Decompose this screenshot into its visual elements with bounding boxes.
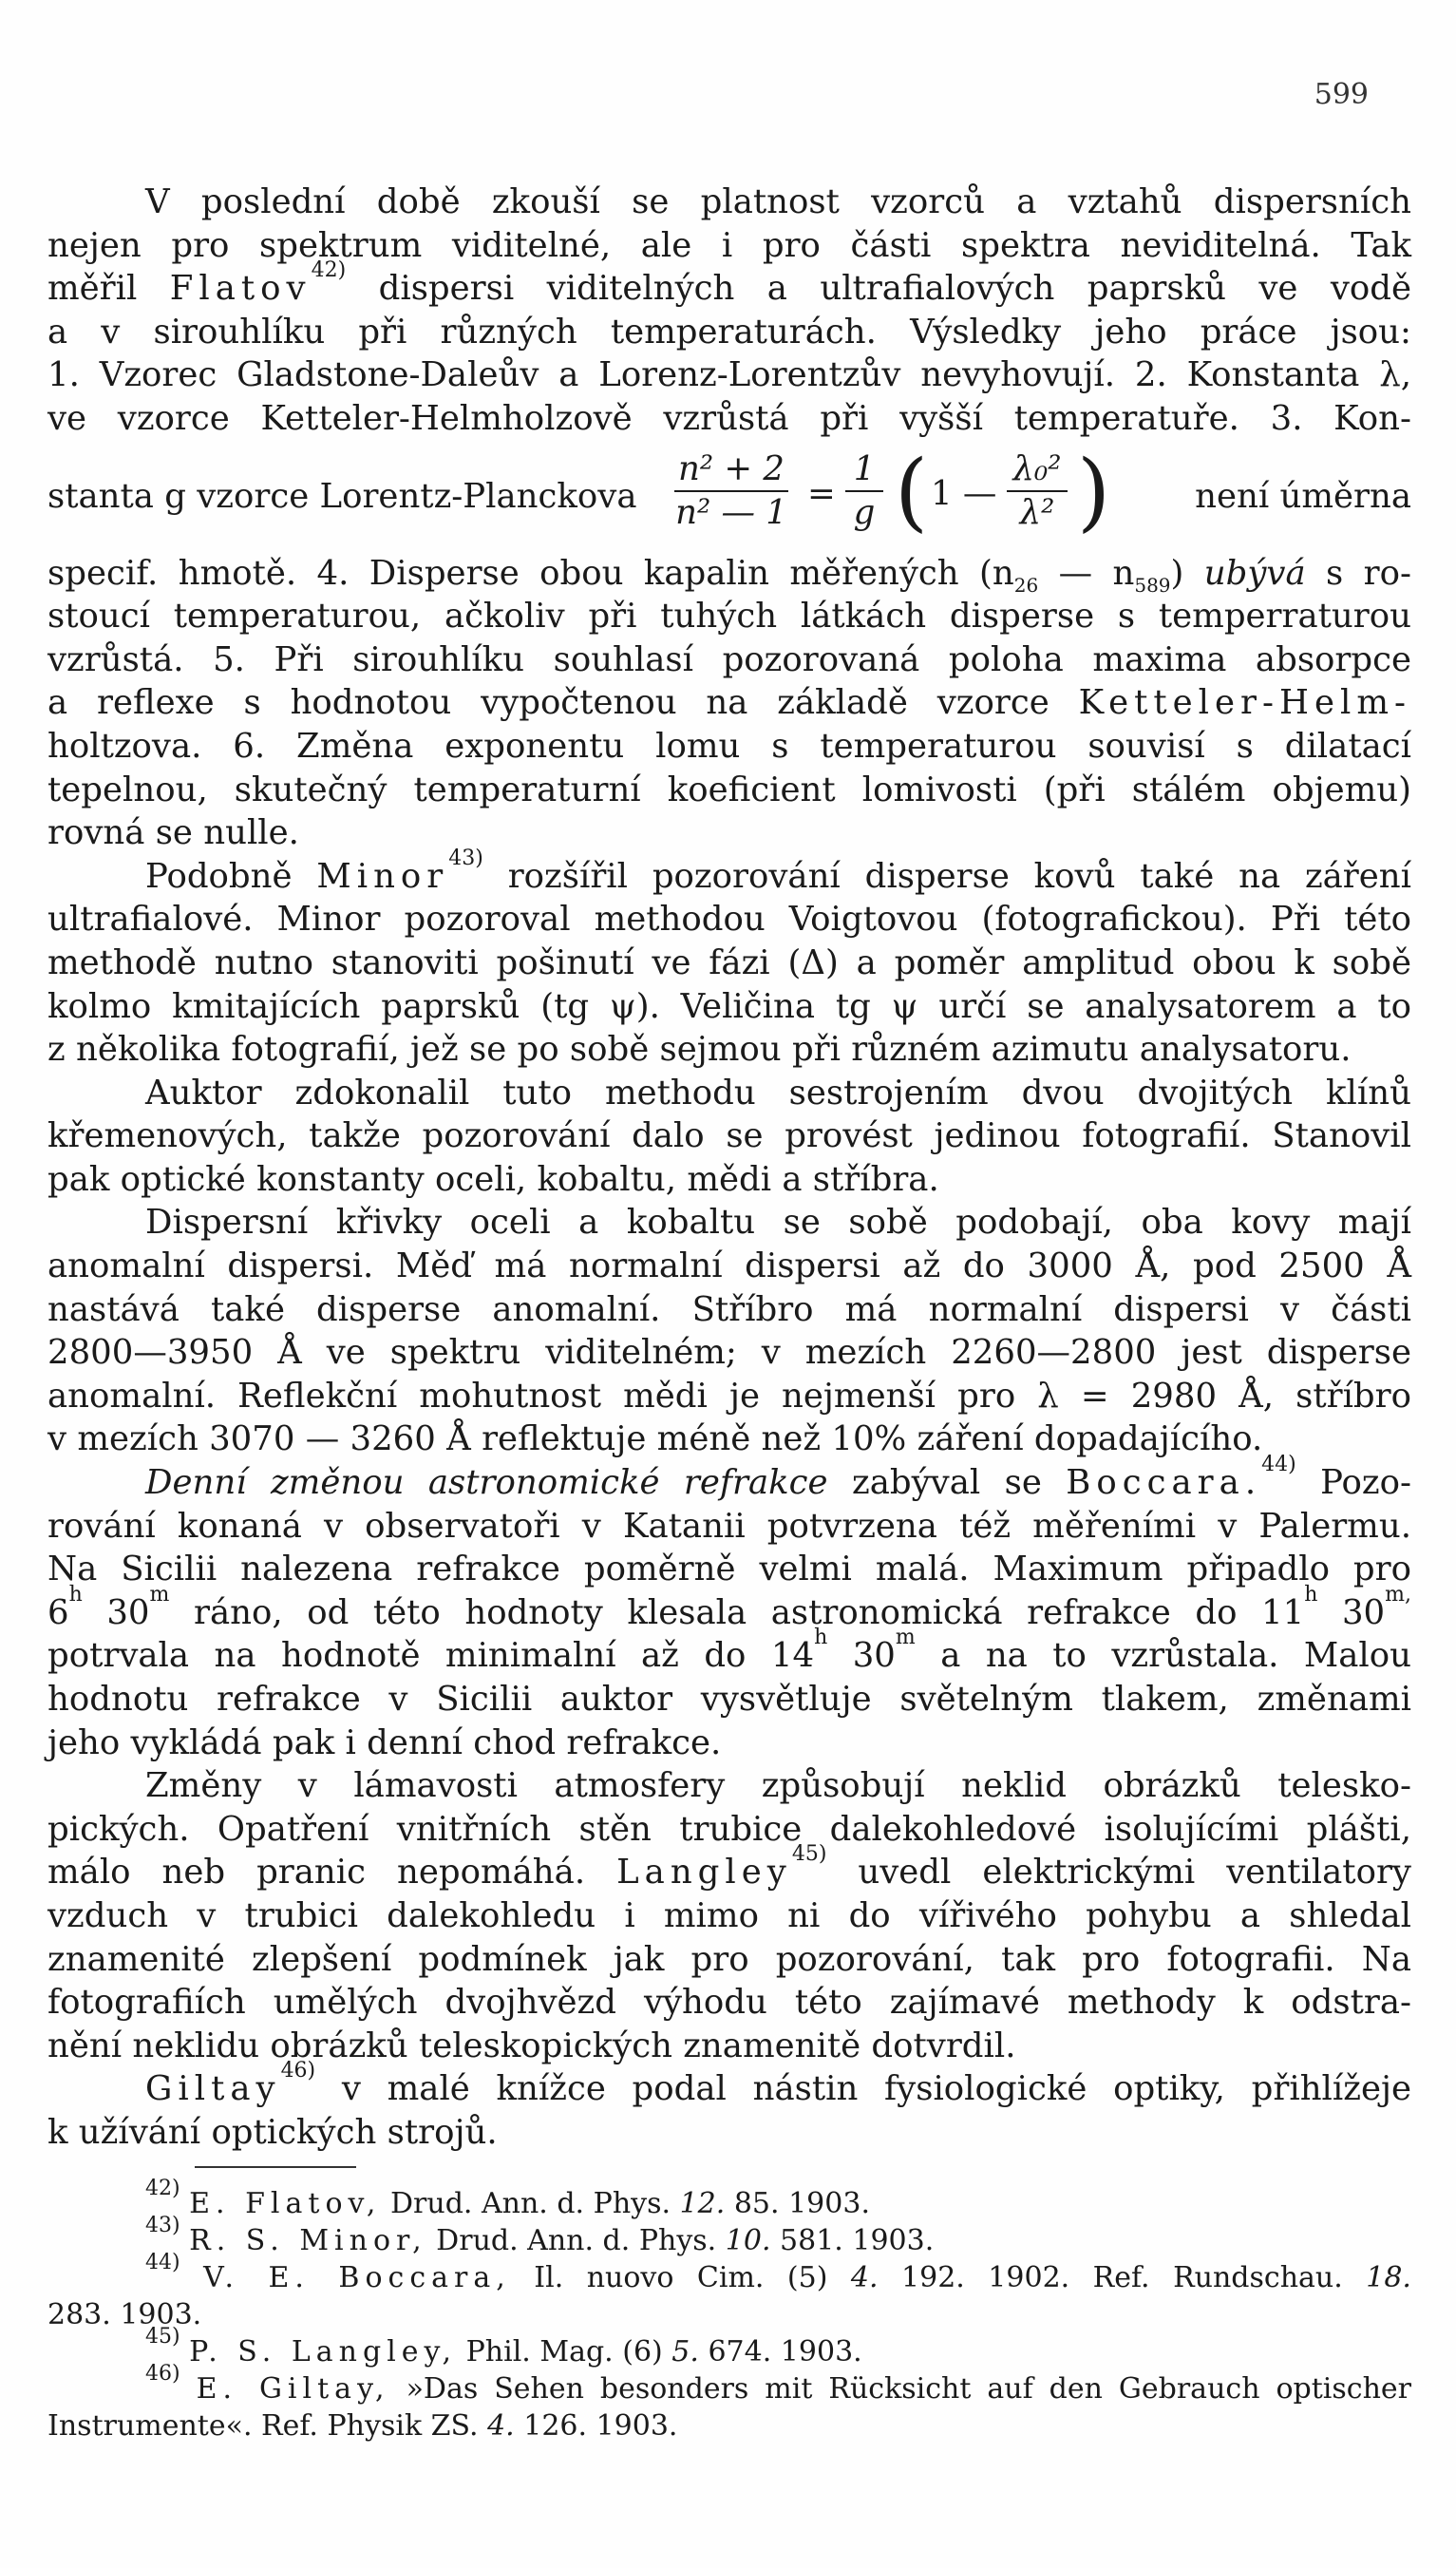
text-fragment: není úměrna — [1195, 476, 1411, 516]
text-line: anomalní. Reflekční mohutnost mědi je nejmenší pro λ = 2980 Å, stříbro — [47, 1376, 1411, 1416]
text-line: 6$^h$ 30$^m$ ráno, od této hodnoty klesala astronomická refrakce do 11$^h$ $30^{m,}$ — [47, 1582, 1412, 1632]
text-line: V poslední době zkouší se platnost vzorců a vztahů dispersních — [145, 182, 1411, 221]
formula-line — [47, 441, 1411, 552]
body-text — [47, 181, 1411, 2155]
text-line: ve vzorce Ketteler-Helmholzově vzrůstá při vyšší temperatuře. 3. Kon- — [47, 398, 1411, 438]
footnote: $^{45)}$ P. S. Langley, Phil. Mag. (6) 5. 674. 1903. — [145, 2325, 862, 2368]
text-line: Denní změnou astronomické refrakce zabýval se Boccara.$^{44)}$ Pozo- — [145, 1453, 1412, 1503]
footnote: $^{46)}$ E. Giltay, »Das Sehen besonders mit Rücksicht auf den Gebrauch optischer — [145, 2362, 1412, 2406]
text-line: v mezích 3070 — 3260 Å reflektuje méně než 10% záření dopadajícího. — [47, 1419, 1263, 1459]
text-line: Změny v lámavosti atmosfery způsobují neklid obrázků telesko- — [145, 1766, 1411, 1806]
text-line: nejen pro spektrum viditelné, ale i pro části spektra neviditelná. Tak — [47, 225, 1411, 265]
text-line: ultrafialové. Minor pozoroval methodou Voigtovou (fotografickou). Při této — [47, 900, 1411, 940]
page-number: 599 — [1314, 78, 1369, 111]
text-line: a v sirouhlíku při různých temperaturách. Výsledky jeho práce jsou: — [47, 312, 1411, 352]
text-line: kolmo kmitajících paprsků (tg ψ). Veličina tg ψ určí se analysatorem a to — [47, 986, 1411, 1026]
text-line: Giltay$^{46)}$ v malé knížce podal nástin fysiologické optiky, přihlížeje — [145, 2059, 1411, 2109]
text-line: vzduch v trubici dalekohledu i mimo ni do vířivého pohybu a shledal — [47, 1895, 1411, 1935]
text-line: potrvala na hodnotě minimalní až do 14$^h$ 30$^m$ a na to vzrůstala. Malou — [47, 1626, 1411, 1676]
footnote-divider — [195, 2166, 356, 2168]
text-line: vzrůstá. 5. Při sirouhlíku souhlasí pozorovaná poloha maxima absorpce — [47, 639, 1411, 679]
text-line: Podobně Minor$^{43)}$ rozšířil pozorování disperse kovů také na záření — [145, 846, 1412, 896]
text-line: 2800—3950 Å ve spektru viditelném; v mezích 2260—2800 jest disperse — [47, 1333, 1411, 1373]
text-line: měřil Flatov$^{42)}$ dispersi viditelných a ultrafialových paprsků ve vodě — [47, 258, 1411, 309]
footnote: $^{44)}$ V. E. Boccara, Il. nuovo Cim. (5) 4. 192. 1902. Ref. Rundschau. 18. — [145, 2251, 1411, 2294]
text-line: stoucí temperaturou, ačkoliv při tuhých látkách disperse s temperraturou — [47, 597, 1411, 637]
text-line: jeho vykládá pak i denní chod refrakce. — [47, 1722, 722, 1762]
fraction: $\frac{\text{λ₀²}}{\text{λ²}}$ — [1007, 448, 1068, 534]
text-line: a reflexe s hodnotou vypočtenou na základě vzorce Ketteler-Helm- — [47, 683, 1411, 723]
text-line: methodě nutno stanoviti pošinutí ve fázi (Δ) a poměr amplitud obou k sobě — [47, 942, 1411, 982]
text-line: znamenité zlepšení podmínek jak pro pozorování, tak pro fotografii. Na — [47, 1939, 1411, 1979]
text-line: anomalní dispersi. Měď má normalní dispersi až do 3000 Å, pod 2500 Å — [47, 1246, 1411, 1286]
footnote-continuation: Instrumente«. Ref. Physik ZS. 4. 126. 1903. — [47, 2409, 678, 2443]
footnote: $^{42)}$ E. Flatov, Drud. Ann. d. Phys. 12. 85. 1903. — [145, 2177, 870, 2220]
text-line: rovná se nulle. — [47, 813, 299, 853]
text-line: Na Sicilii nalezena refrakce poměrně velmi malá. Maximum připadlo pro — [47, 1550, 1411, 1589]
text-line: holtzova. 6. Změna exponentu lomu s temperaturou souvisí s dilatací — [47, 726, 1411, 766]
text-line: specif. hmotě. 4. Disperse obou kapalin měřených ($n_{26}$ — $n_{589}$) ubývá s ro- — [47, 553, 1411, 597]
fraction: $\frac{\text{n² + 2}}{\text{n² — 1}}$ — [675, 448, 787, 532]
text-line: málo neb pranic nepomáhá. Langley$^{45)}$ uvedl elektrickými ventilatory — [47, 1842, 1411, 1893]
text-line: hodnotu refrakce v Sicilii auktor vysvětluje světelným tlakem, změnami — [47, 1680, 1411, 1719]
text-line: křemenových, takže pozorování dalo se provést jedinou fotografií. Stanovil — [47, 1116, 1411, 1156]
text-line: pak optické konstanty oceli, kobaltu, mědi a stříbra. — [47, 1159, 939, 1199]
text-line: k užívání optických strojů. — [47, 2112, 498, 2152]
text-line: fotografiích umělých dvojhvězd výhodu této zajímavé methody k odstra- — [47, 1983, 1411, 2023]
text-line: tepelnou, skutečný temperaturní koeficient lomivosti (při stálém objemu) — [47, 770, 1411, 809]
text-fragment: stanta g vzorce Lorentz-Planckova — [47, 476, 637, 516]
text-line: pických. Opatření vnitřních stěn trubice dalekohledové isolujícími plášti, — [47, 1809, 1411, 1849]
footnotes — [47, 2177, 1412, 2444]
footnote-continuation: 283. 1903. — [47, 2298, 202, 2331]
text-line: nění neklidu obrázků teleskopických znamenitě dotvrdil. — [47, 2026, 1016, 2065]
footnote: $^{43)}$ R. S. Minor, Drud. Ann. d. Phys. 10. 581. 1903. — [145, 2214, 935, 2257]
text-line: Dispersní křivky oceli a kobaltu se sobě podobají, oba kovy mají — [145, 1203, 1411, 1243]
text-line: Auktor zdokonalil tuto methodu sestrojením dvou dvojitých klínů — [145, 1073, 1411, 1113]
text-line: nastává také disperse anomalní. Stříbro má normalní dispersi v části — [47, 1289, 1411, 1329]
text-line: z několika fotografií, jež se po sobě sejmou při různém azimutu analysatoru. — [47, 1030, 1352, 1070]
lorentz-planck-formula: $\frac{\text{n² + 2}}{\text{n² — 1}}$ = $\frac{1}{g}$ ( 1 — $\frac{\text{λ₀²}}{\text{λ²}}$ ) — [675, 441, 1111, 542]
text-line: 1. Vzorec Gladstone-Daleův a Lorenz-Lorentzův nevyhovují. 2. Konstanta λ, — [47, 355, 1411, 395]
text-line: rování konaná v observatoři v Katanii potvrzena též měřeními v Palermu. — [47, 1506, 1411, 1546]
fraction: $\frac{1}{g}$ — [845, 448, 883, 534]
